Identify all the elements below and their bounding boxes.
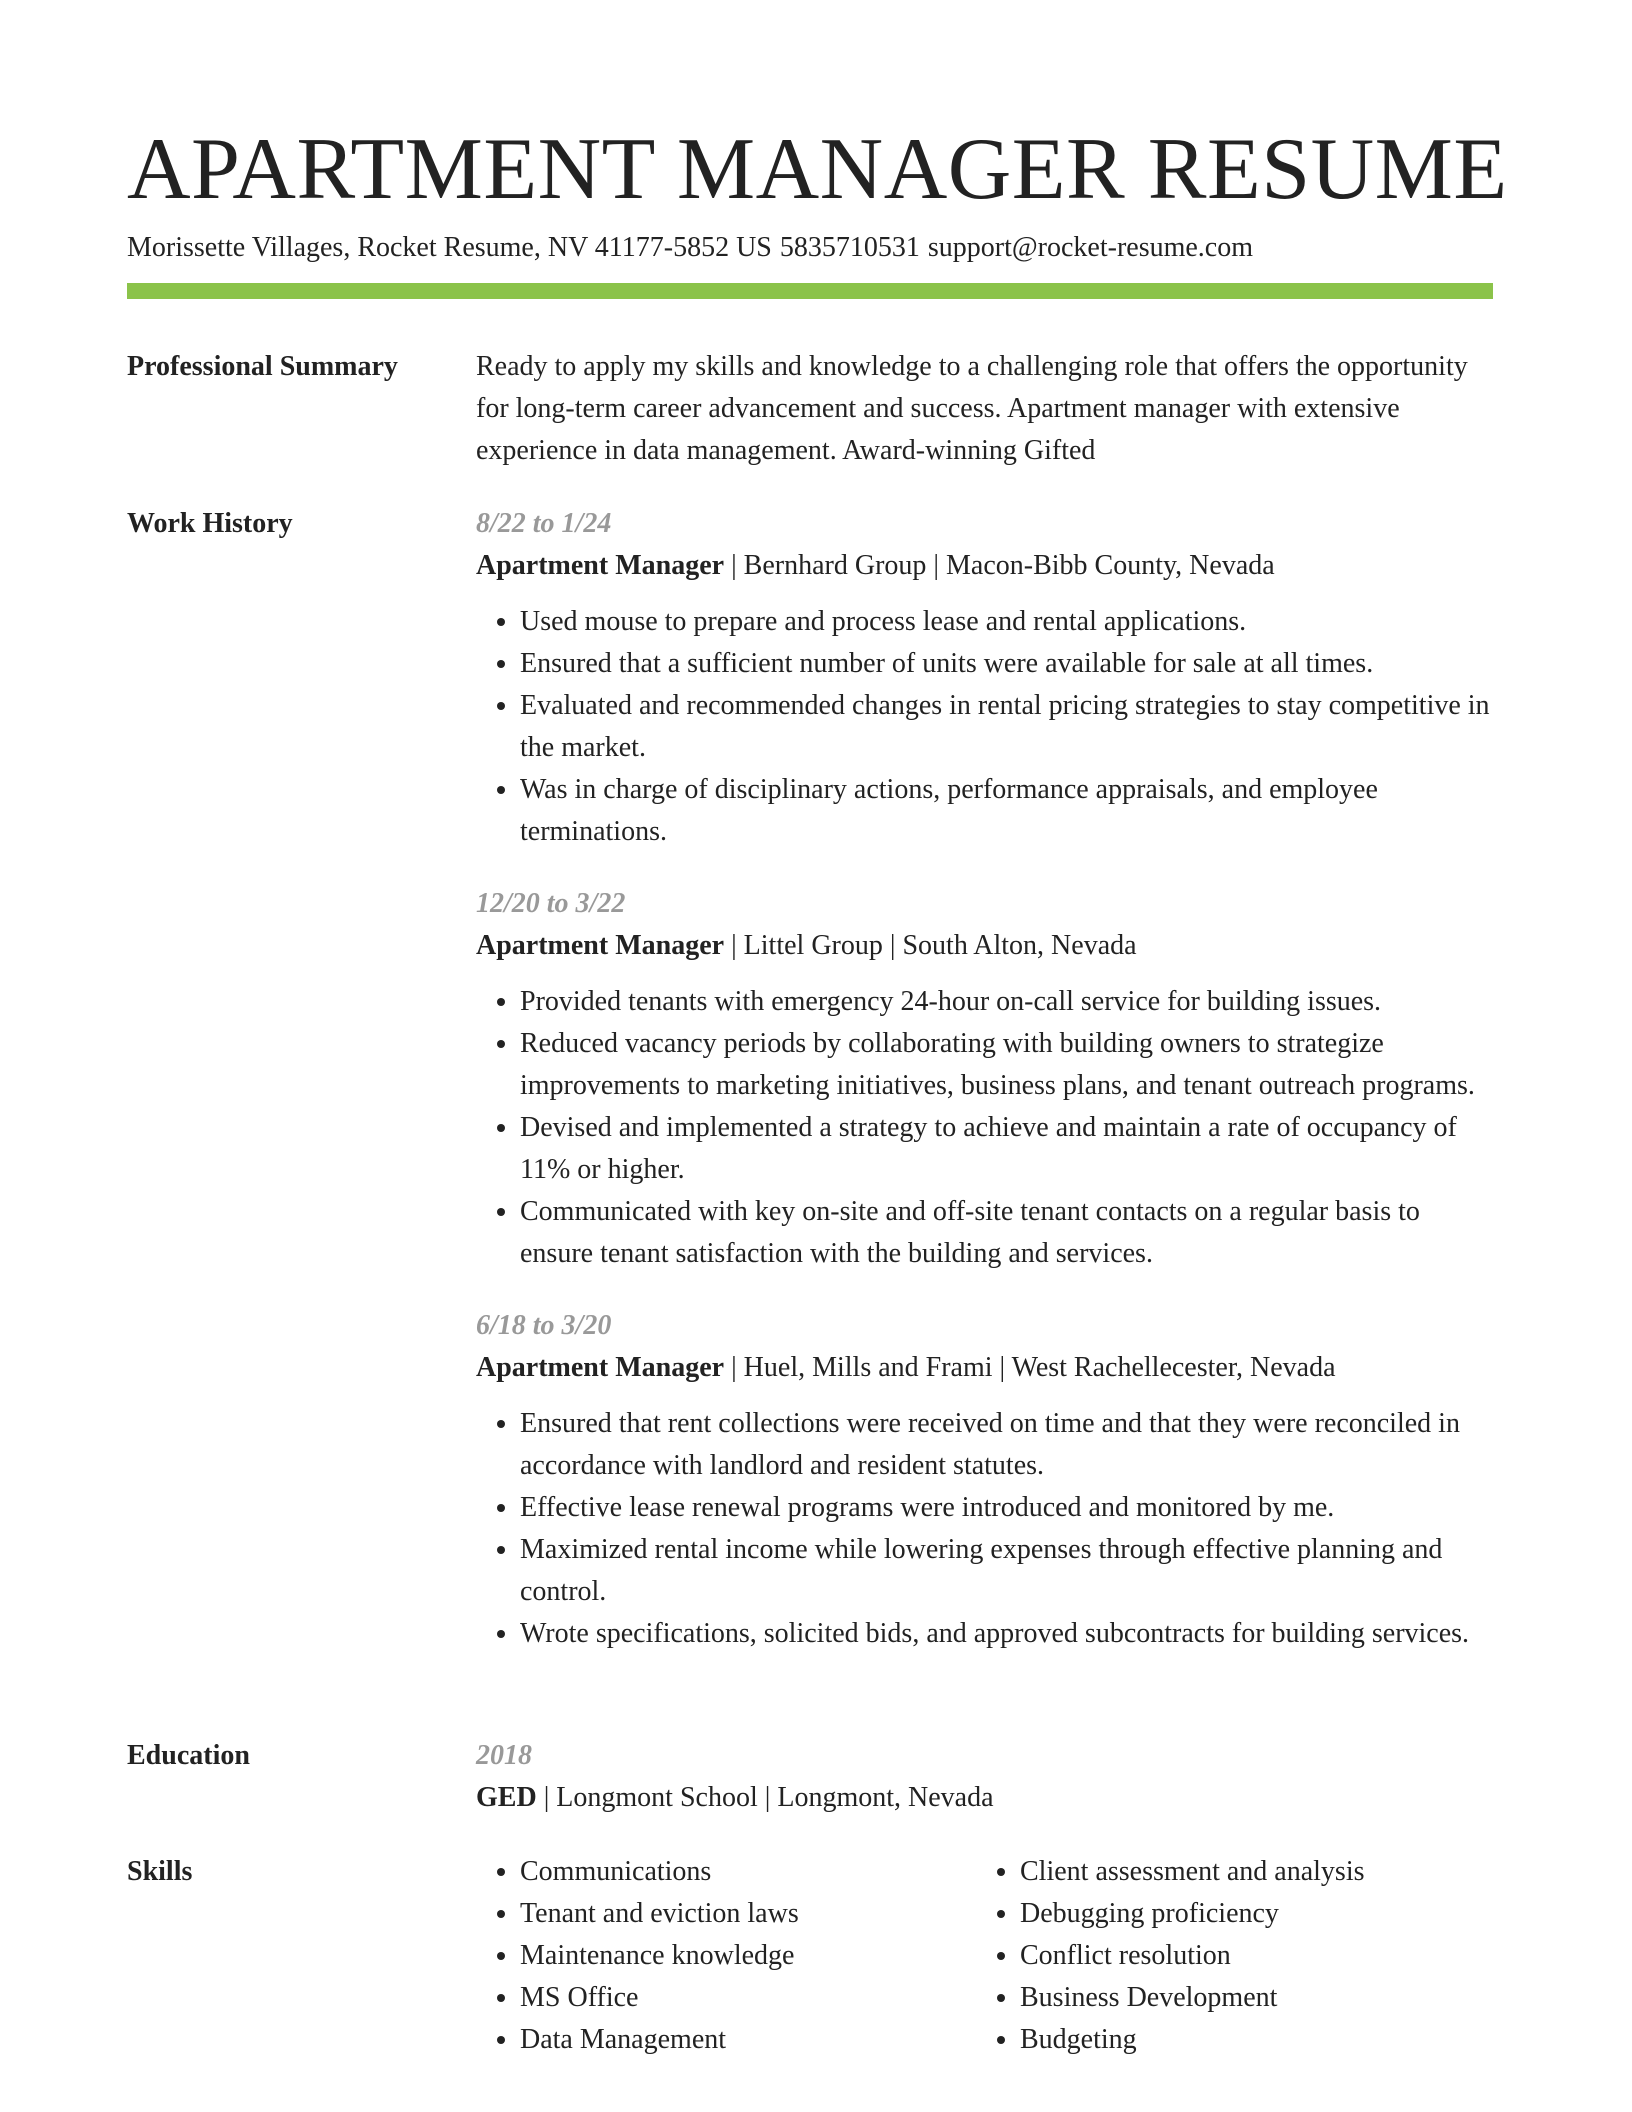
job-details: | Littel Group | South Alton, Nevada	[724, 930, 1137, 961]
contact-email: support@rocket-resume.com	[927, 232, 1254, 263]
skills-list-right	[976, 1851, 1476, 2061]
education-line	[476, 1777, 1493, 1819]
skills-heading: Skills	[127, 1856, 193, 1887]
skills-columns	[476, 1851, 1493, 2061]
job-details: | Bernhard Group | Macon-Bibb County, Nevada	[724, 550, 1275, 581]
job-entry	[476, 1305, 1493, 1655]
duty-item: • Used mouse to prepare and process lease and rental applications.	[520, 601, 1493, 643]
duty-item: • Ensured that a sufficient number of units were available for sale at all times.	[520, 643, 1493, 685]
skill-item: • Business Development	[1020, 1977, 1476, 2019]
contact-address: Morissette Villages, Rocket Resume, NV 41177-5852 US	[127, 232, 772, 263]
duty-item: • Devised and implemented a strategy to achieve and maintain a rate of occupancy of 11% or higher.	[520, 1107, 1493, 1191]
job-entry	[476, 503, 1493, 853]
skill-item: • Maintenance knowledge	[520, 1935, 976, 1977]
job-details: | Huel, Mills and Frami | West Rachellecester, Nevada	[724, 1352, 1336, 1383]
job-dates: 8/22 to 1/24	[476, 508, 612, 539]
job-role: Apartment Manager	[476, 1352, 725, 1383]
job-dates: 6/18 to 3/20	[476, 1310, 612, 1341]
skill-item: • Tenant and eviction laws	[520, 1893, 976, 1935]
job-role-line	[476, 545, 1493, 587]
skill-item: • Data Management	[520, 2019, 976, 2061]
resume-title: APARTMENT MANAGER RESUME	[127, 121, 1508, 218]
contact-phone: 5835710531	[779, 232, 920, 263]
job-duties	[476, 601, 1493, 853]
duty-item: • Communicated with key on-site and off-site tenant contacts on a regular basis to ensure tenant satisfaction with the building and services.	[520, 1191, 1493, 1275]
education-details: | Longmont School | Longmont, Nevada	[536, 1782, 994, 1813]
duty-item: • Provided tenants with emergency 24-hour on-call service for building issues.	[520, 981, 1493, 1023]
duty-item: • Reduced vacancy periods by collaborating with building owners to strategize improvements to marketing initiatives, business plans, and tenant outreach programs.	[520, 1023, 1493, 1107]
duty-item: • Effective lease renewal programs were introduced and monitored by me.	[520, 1487, 1493, 1529]
skill-item: • Client assessment and analysis	[1020, 1851, 1476, 1893]
skill-item: • Communications	[520, 1851, 976, 1893]
job-role: Apartment Manager	[476, 550, 725, 581]
education-degree: GED	[476, 1782, 537, 1813]
skill-item: • Conflict resolution	[1020, 1935, 1476, 1977]
duty-item: • Maximized rental income while lowering expenses through effective planning and control.	[520, 1529, 1493, 1613]
job-duties	[476, 981, 1493, 1275]
duty-item: • Ensured that rent collections were received on time and that they were reconciled in accordance with landlord and resident statutes.	[520, 1403, 1493, 1487]
education-year: 2018	[476, 1740, 532, 1771]
education-heading: Education	[127, 1740, 250, 1771]
summary-heading: Professional Summary	[127, 351, 398, 382]
summary-text: Ready to apply my skills and knowledge to a challenging role that offers the opportunity for long-term career advancement and success. Apartment manager with extensive experience in data management. Award-winning Gifted	[476, 351, 1468, 466]
skill-item: • Budgeting	[1020, 2019, 1476, 2061]
skills-body	[476, 1851, 1493, 2061]
job-role: Apartment Manager	[476, 930, 725, 961]
header-divider	[127, 283, 1493, 299]
job-role-line	[476, 1347, 1493, 1389]
summary-body	[476, 346, 1493, 472]
education-body	[476, 1735, 1493, 1819]
contact-line	[127, 230, 1261, 266]
duty-item: • Was in charge of disciplinary actions, performance appraisals, and employee terminations.	[520, 769, 1493, 853]
job-role-line	[476, 925, 1493, 967]
job-duties	[476, 1403, 1493, 1655]
skill-item: • Debugging proficiency	[1020, 1893, 1476, 1935]
duty-item: • Wrote specifications, solicited bids, and approved subcontracts for building services.	[520, 1613, 1493, 1655]
skill-item: • MS Office	[520, 1977, 976, 2019]
work-history-body	[476, 503, 1493, 1655]
job-entry	[476, 883, 1493, 1275]
skills-list-left	[476, 1851, 976, 2061]
work-history-heading: Work History	[127, 508, 293, 539]
duty-item: • Evaluated and recommended changes in rental pricing strategies to stay competitive in the market.	[520, 685, 1493, 769]
job-dates: 12/20 to 3/22	[476, 888, 626, 919]
